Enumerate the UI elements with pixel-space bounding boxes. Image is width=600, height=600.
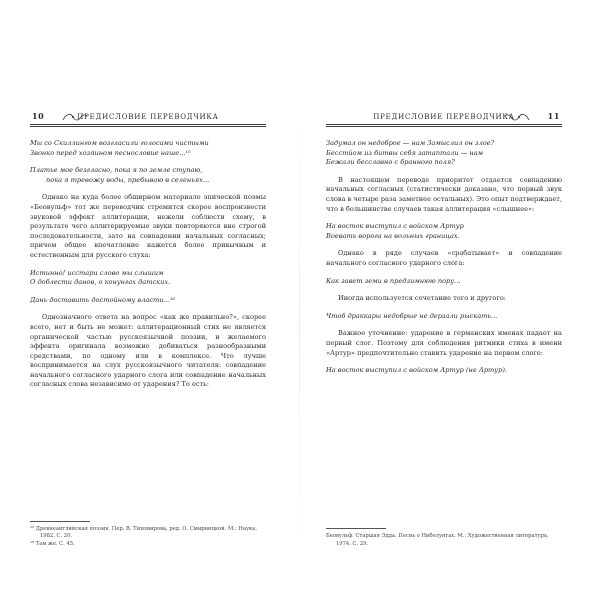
verse-line: На восток выступил с войском Артур (не Артур). (326, 366, 508, 375)
footnotes (326, 528, 562, 548)
verse-line: Чтоб драккары недобрые не дерзали рыскать... (326, 311, 498, 320)
verse-line: Дань доставить достойному власти...¹⁶ (30, 295, 176, 304)
verse-block (30, 296, 266, 306)
verse-block (326, 312, 562, 322)
page-number: 10 (32, 111, 45, 121)
verse-line: Бежали бесславно с бранного поля? (326, 158, 455, 167)
footnote: Беовульф. Старшая Эдда. Песнь о Нибелунгах. М.: Художественная литература, 1974. С. 29. (326, 533, 549, 547)
verse-line: Как завет земи в предзимнюю пору... (326, 276, 461, 285)
page-content (326, 125, 562, 376)
page-header (326, 108, 562, 125)
footnote-rule (30, 521, 90, 522)
verse-block (30, 139, 266, 158)
verse-line: Истинно! исстари слово мы слышим (30, 268, 164, 277)
verse-line: Платье мое безгласно, пока я по земле ступаю, (30, 166, 203, 175)
verse-line: Бесстйом из битвы себя затаптали — нам (326, 148, 484, 157)
footnote: ¹⁶ Там же. С. 45. (30, 540, 75, 547)
verse-block (326, 139, 562, 168)
footnotes (30, 521, 266, 548)
verse-block (326, 366, 562, 376)
paragraph: Иногда используется сочетание того и другого: (338, 294, 507, 303)
verse-block (326, 277, 562, 287)
verse-line: Мы со Скиллингом возгласили голосами чистыми (30, 139, 209, 147)
page-header (30, 108, 266, 125)
verse-block (30, 166, 266, 185)
verse-line: Задумал он недоброе — нам Замыслил он злое? (326, 139, 495, 147)
verse-line: Звонко перед хозяином песнословие наше...¹⁵ (30, 148, 191, 157)
paragraph: Однако на куда более обширном материале эпической поэмы «Беовульф» тот же переводчик стремится скорее воспроизвести звуковой эффект аллитерации, нежели соблюсти схему, в результате чего аллитерируемые звуки повторяются вне строгой последовательности, зато на совпадении начальных согласных; причем общее впечатление кажется более привычным и естественным для русского слуха: (30, 193, 266, 259)
verse-block (30, 269, 266, 288)
left-page (30, 108, 266, 548)
running-title: ПРЕДИСЛОВИЕ ПЕРЕВОДЧИКА (77, 113, 219, 121)
verse-block (326, 222, 562, 241)
running-title: ПРЕДИСЛОВИЕ ПЕРЕВОДЧИКА (373, 113, 515, 121)
verse-line: О доблести данов, о конунгах датских. (30, 278, 171, 287)
paragraph: Однако в ряде случаев «срабатывает» и совпадение начального согласного ударного слога: (326, 249, 562, 267)
page-number: 11 (547, 111, 560, 121)
footnote: ¹⁵ Древнеанглийская поэзия. Пер. В. Тихомирова, ред. О. Смирницкой. М.: Наука, 1982. С. 20. (30, 525, 257, 540)
book-gutter (299, 100, 300, 560)
paragraph: Важное уточнение: ударение в германских именах падает на первый слог. Поэтому для соблюдения ритмики стиха в имени «Артур» предпочтительно ставить ударение на первом слоге: (326, 329, 562, 357)
verse-line: пока я тревожу воды, пребываю в селеньях... (46, 175, 210, 184)
footnote-rule (326, 528, 386, 529)
page-content (30, 125, 266, 390)
verse-line: Воевать ворога на вольных границах. (326, 231, 460, 240)
paragraph: Однозначного ответа на вопрос «как же правильно?», скорее всего, нет и быть не может: аллитерационный стих не является органической частью русскоязычной поэзии, и желаемого эффекта оригинала возможно добиваться разнообразными средствами, по одному или в комплексе. Что лучше воспринимается на слух русскоязычного читателя: совпадение начального согласного ударного слога или совпадение начальных согласных слова независимо от ударения? То есть: (30, 313, 266, 389)
right-page (326, 108, 562, 548)
verse-line: На восток выступил с войском Артур (326, 222, 464, 231)
paragraph: В настоящем переводе приоритет отдается совпадению начальных согласных (статистически доказано, что первый звук слова в четыре раза заметнее остальных). Это опыт подтверждает, что в большинстве случаев такая аллитерация «слышнее»: (326, 175, 562, 213)
